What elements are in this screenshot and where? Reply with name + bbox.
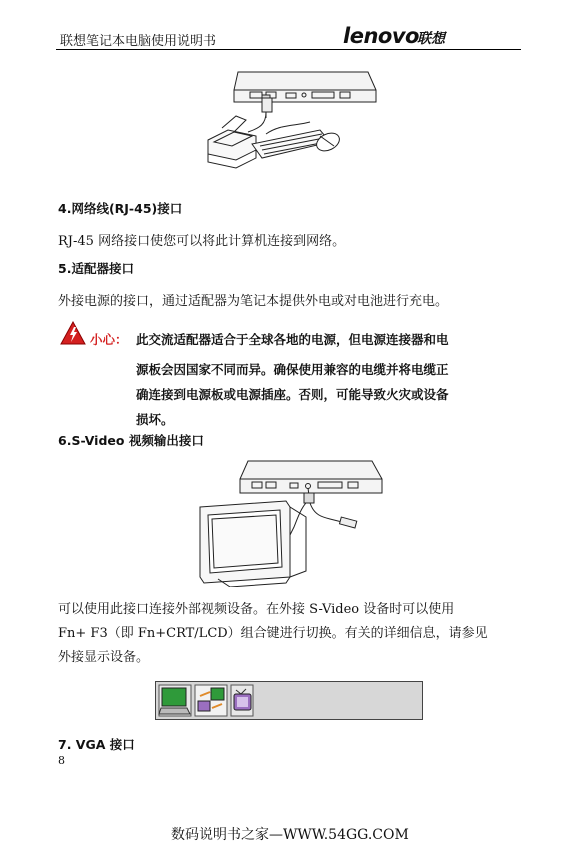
lenovo-logo-cn: 联想	[417, 31, 445, 47]
section-6-line: 可以使用此接口连接外部视频设备。在外接 S-Video 设备时可以使用	[58, 602, 455, 617]
lenovo-logo: lenovo	[343, 24, 419, 48]
section-5-text: 外接电源的接口，通过适配器为笔记本提供外电或对电池进行充电。	[58, 294, 449, 309]
display-mode-icon-bar	[155, 681, 423, 720]
caution-line: 损坏。	[136, 412, 174, 427]
lcd-mode-icon	[159, 685, 191, 716]
section-6-line: Fn+ F3（即 Fn+CRT/LCD）组合键进行切换。有关的详细信息，请参见	[58, 626, 488, 641]
warning-icon	[60, 321, 86, 345]
page-number: 8	[58, 754, 65, 767]
caution-line: 确连接到电源板或电源插座。否则，可能导致火灾或设备	[136, 387, 449, 402]
caution-label: 小心：	[90, 332, 128, 347]
section-4-heading: 4.网络线(RJ-45)接口	[58, 201, 183, 216]
section-7-heading: 7. VGA 接口	[58, 737, 135, 752]
header-title: 联想笔记本电脑使用说明书	[60, 34, 217, 49]
laptop-printer-keyboard-mouse-illustration	[200, 62, 380, 170]
section-6-line: 外接显示设备。	[58, 650, 150, 665]
caution-line: 此交流适配器适合于全球各地的电源，但电源连接器和电	[136, 332, 449, 347]
tv-mode-icon	[231, 685, 253, 716]
laptop-svideo-monitor-illustration	[190, 455, 390, 587]
caution-line: 源板会因国家不同而异。确保使用兼容的电缆并将电缆正	[136, 362, 449, 377]
section-6-heading: 6.S-Video 视频输出接口	[58, 433, 204, 448]
header-divider	[56, 49, 521, 50]
footer-watermark: 数码说明书之家—WWW.54GG.COM	[171, 827, 409, 843]
lcd-crt-mode-icon	[195, 685, 227, 716]
section-5-heading: 5.适配器接口	[58, 261, 134, 276]
section-4-text: RJ-45 网络接口使您可以将此计算机连接到网络。	[58, 234, 346, 249]
